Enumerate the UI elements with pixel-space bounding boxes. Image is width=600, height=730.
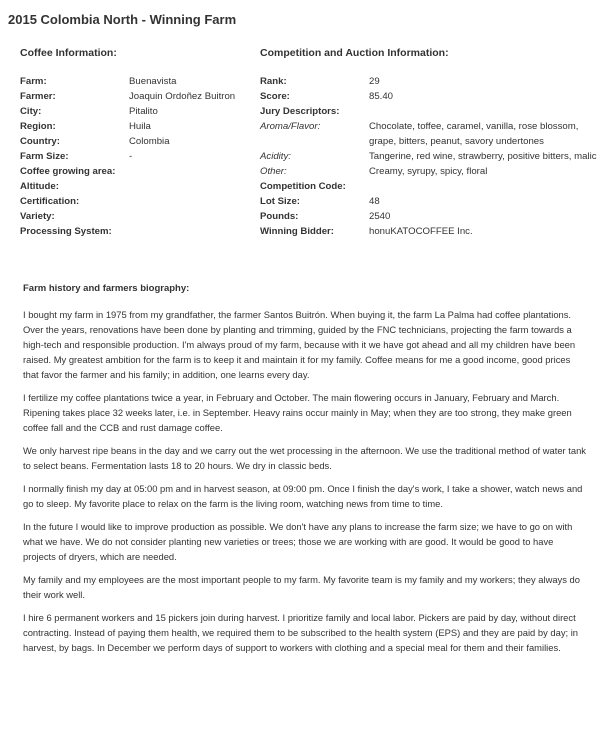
farm-size-label: Farm Size: <box>20 151 69 162</box>
farm-biography-section <box>23 282 588 663</box>
country-label: Country: <box>20 136 60 147</box>
page-title: 2015 Colombia North - Winning Farm <box>8 12 237 27</box>
farm-size-row <box>20 149 245 164</box>
processing-system-label: Processing System: <box>20 226 112 237</box>
other-label: Other: <box>260 166 287 177</box>
score-label: Score: <box>260 91 290 102</box>
city-label: City: <box>20 106 42 117</box>
pounds-label: Pounds: <box>260 211 299 222</box>
score-row <box>260 89 600 104</box>
acidity-value: Tangerine, red wine, strawberry, positive bitters, malic <box>369 151 597 162</box>
other-value: Creamy, syrupy, spicy, floral <box>369 166 488 177</box>
competition-code-row <box>260 179 600 194</box>
rank-value: 29 <box>369 76 380 87</box>
altitude-row <box>20 179 245 194</box>
aroma-flavor-value: Chocolate, toffee, caramel, vanilla, rose blossom, grape, bitters, peanut, savory undertones <box>369 121 579 147</box>
competition-code-label: Competition Code: <box>260 181 346 192</box>
farm-value: Buenavista <box>129 76 177 87</box>
variety-row <box>20 209 245 224</box>
jury-descriptors-label: Jury Descriptors: <box>260 106 340 117</box>
aroma-flavor-row <box>260 119 600 149</box>
coffee-information-heading: Coffee Information: <box>20 47 117 59</box>
lot-size-value: 48 <box>369 196 380 207</box>
altitude-label: Altitude: <box>20 181 59 192</box>
farm-size-value: - <box>129 151 133 162</box>
city-value: Pitalito <box>129 106 158 117</box>
biography-paragraph: In the future I would like to improve production as possible. We don't have any plans to increase the farm size; we have to go on with what we have. We do not consider planting new varieties or trees; those we are working with are good. It would be good to have projects of dryers, which are needed. <box>23 521 573 562</box>
processing-system-row <box>20 224 245 239</box>
country-row <box>20 134 245 149</box>
farmer-row <box>20 89 245 104</box>
farmer-value: Joaquin Ordoñez Buitron <box>129 91 236 102</box>
rank-label: Rank: <box>260 76 287 87</box>
lot-size-label: Lot Size: <box>260 196 300 207</box>
region-label: Region: <box>20 121 56 132</box>
certification-label: Certification: <box>20 196 80 207</box>
pounds-value: 2540 <box>369 211 391 222</box>
certification-row <box>20 194 245 209</box>
competition-information-heading: Competition and Auction Information: <box>260 47 449 59</box>
score-value: 85.40 <box>369 91 394 102</box>
biography-paragraph: I normally finish my day at 05:00 pm and in harvest season, at 09:00 pm. Once I finish the day's work, I take a shower, watch news and go to sleep. My favorite place to relax on the farm is the living room, watching news from time to time. <box>23 483 583 509</box>
coffee-growing-area-label: Coffee growing area: <box>20 166 116 177</box>
farm-label: Farm: <box>20 76 47 87</box>
lot-size-row <box>260 194 600 209</box>
biography-paragraph: I bought my farm in 1975 from my grandfather, the farmer Santos Buitrón. When buying it, the farm La Palma had coffee plantations. Over the years, renovations have been done by planting and trimming, guided by the FNC technicians, projecting the farm towards a high-tech and responsible production. I'm always proud of my farm, because with it we have got ahead and all my children have been raised. My greatest ambition for the farm is to keep it and maintain it for my family. Coffee means for me a good income, good prices that favor the farmer and his family; in addition, one learns every day. <box>23 309 576 380</box>
biography-paragraph: My family and my employees are the most important people to my farm. My favorite team is my family and my workers; they always do their work well. <box>23 574 580 600</box>
biography-paragraph: I fertilize my coffee plantations twice a year, in February and October. The main flowering occurs in January, February and March. Ripening takes place 32 weeks later, i.e. in September. Heavy rains occur mainly in May; when they are too strong, they make green coffee fall and the CCB and rust damage coffee. <box>23 392 572 433</box>
aroma-flavor-label: Aroma/Flavor: <box>260 121 321 132</box>
region-row <box>20 119 245 134</box>
farmer-label: Farmer: <box>20 91 56 102</box>
winning-bidder-row <box>260 224 600 239</box>
country-value: Colombia <box>129 136 170 147</box>
coffee-information-section <box>20 46 245 239</box>
biography-heading: Farm history and farmers biography: <box>23 283 190 294</box>
pounds-row <box>260 209 600 224</box>
acidity-row <box>260 149 600 164</box>
acidity-label: Acidity: <box>260 151 291 162</box>
other-row <box>260 164 600 179</box>
coffee-growing-area-row <box>20 164 245 179</box>
winning-bidder-value: honuKATOCOFFEE Inc. <box>369 226 473 237</box>
city-row <box>20 104 245 119</box>
biography-paragraph: I hire 6 permanent workers and 15 pickers join during harvest. I prioritize family and local labor. Pickers are paid by day, without direct contracting. Instead of paying them health, we required them to be subscribed to the health system (EPS) and they are paid by day; in harvest, by bags. In December we perform days of support to workers with clothing and a special meal for them and their families. <box>23 612 579 653</box>
competition-information-section <box>260 46 600 239</box>
farm-row <box>20 74 245 89</box>
region-value: Huila <box>129 121 151 132</box>
rank-row <box>260 74 600 89</box>
biography-paragraph: We only harvest ripe beans in the day and we carry out the wet processing in the afternoon. We use the traditional method of water tank to select beans. Fermentation lasts 18 to 20 hours. We dry in classic beds. <box>23 445 586 471</box>
jury-descriptors-row <box>260 104 600 119</box>
winning-bidder-label: Winning Bidder: <box>260 226 334 237</box>
variety-label: Variety: <box>20 211 55 222</box>
